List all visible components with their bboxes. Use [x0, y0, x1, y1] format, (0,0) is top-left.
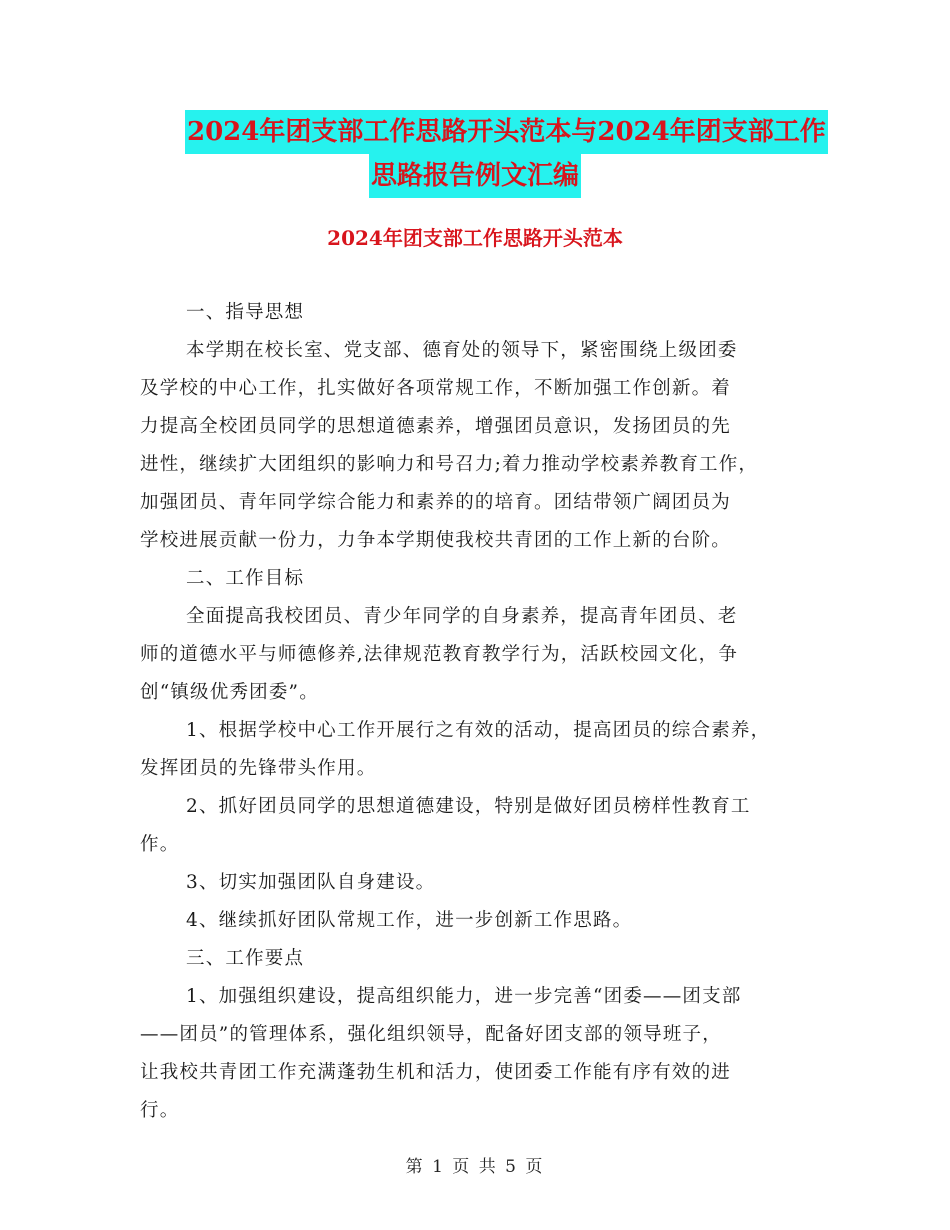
body-line: 作。	[140, 834, 180, 855]
body-line: 1、加强组织建设，提高组织能力，进一步完善“团委——团支部	[186, 986, 742, 1007]
body-line: 进性，继续扩大团组织的影响力和号召力;着力推动学校素养教育工作，	[140, 454, 759, 475]
body-line: 学校进展贡献一份力，力争本学期使我校共青团的工作上新的台阶。	[140, 530, 732, 551]
body-line: 全面提高我校团员、青少年同学的自身素养，提高青年团员、老	[186, 606, 738, 627]
body-line: 三、工作要点	[186, 948, 305, 969]
body-line: 3、切实加强团队自身建设。	[186, 872, 436, 893]
body-line: 4、继续抓好团队常规工作，进一步创新工作思路。	[186, 910, 633, 931]
body-line: 二、工作目标	[186, 568, 305, 589]
page-footer: 第 1 页 共 5 页	[405, 1157, 545, 1177]
title-line-2: 思路报告例文汇编	[369, 154, 581, 198]
body-line: 师的道德水平与师德修养,法律规范教育教学行为，活跃校园文化，争	[140, 644, 739, 665]
body-line: ——团员”的管理体系，强化组织领导，配备好团支部的领导班子，	[140, 1024, 722, 1045]
body-line: 创“镇级优秀团委”。	[140, 682, 319, 703]
title-line-1: 2024年团支部工作思路开头范本与2024年团支部工作	[185, 110, 828, 154]
body-text	[140, 294, 820, 1130]
body-line: 力提高全校团员同学的思想道德素养，增强团员意识，发扬团员的先	[140, 416, 732, 437]
body-line: 及学校的中心工作，扎实做好各项常规工作，不断加强工作创新。着	[140, 378, 732, 399]
section-subtitle: 2024年团支部工作思路开头范本	[327, 226, 623, 250]
body-line: 1、根据学校中心工作开展行之有效的活动，提高团员的综合素养，	[186, 720, 771, 741]
body-line: 发挥团员的先锋带头作用。	[140, 758, 377, 779]
body-line: 让我校共青团工作充满蓬勃生机和活力，使团委工作能有序有效的进	[140, 1062, 732, 1083]
body-line: 行。	[140, 1100, 180, 1121]
body-line: 一、指导思想	[186, 302, 305, 323]
body-line: 2、抓好团员同学的思想道德建设，特别是做好团员榜样性教育工	[186, 796, 751, 817]
body-line: 本学期在校长室、党支部、德育处的领导下，紧密围绕上级团委	[186, 340, 738, 361]
body-line: 加强团员、青年同学综合能力和素养的的培育。团结带领广阔团员为	[140, 492, 732, 513]
